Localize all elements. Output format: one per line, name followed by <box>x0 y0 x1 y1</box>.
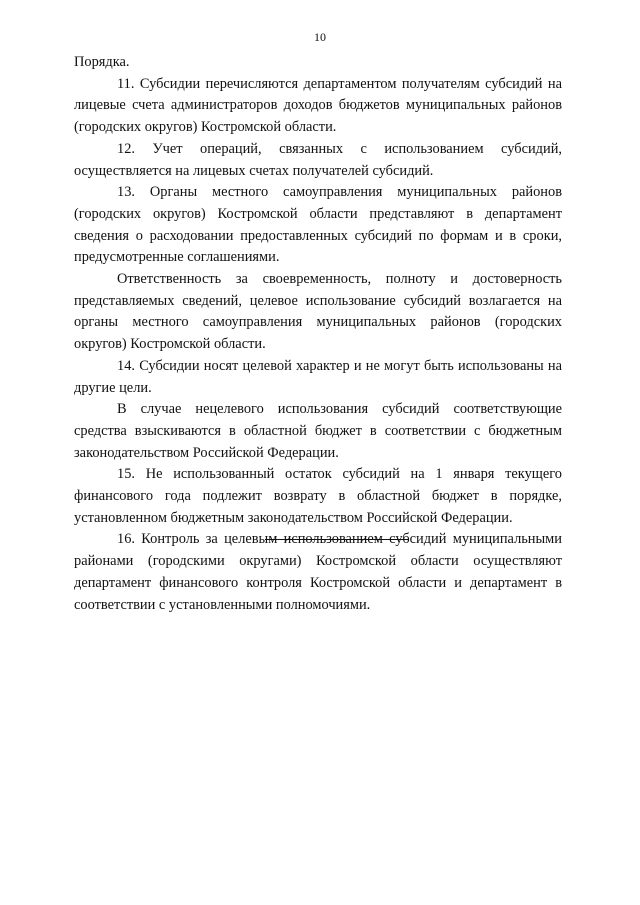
paragraph-continuation: Порядка. <box>74 54 130 70</box>
document-body <box>74 52 562 616</box>
page-number: 10 <box>314 30 326 44</box>
paragraph-item-13: 13. Органы местного самоуправления муниципальных районов (городских округов) Костромской области представляют в департамент сведения о расходовании предоставленных субсидий по формам и в сроки, предусмотренные соглашениями. <box>74 184 562 266</box>
paragraph-item-15: 15. Не использованный остаток субсидий на 1 января текущего финансового года подлежит возврату в областной бюджет в порядке, установленном бюджетным законодательством Российской Федерации. <box>74 466 562 526</box>
paragraph-item-11: 11. Субсидии перечисляются департаментом получателям субсидий на лицевые счета администраторов доходов бюджетов муниципальных районов (городских округов) Костромской области. <box>74 75 562 136</box>
paragraph-item-16: 16. Контроль за целевым использованием субсидий муниципальными районами (городскими округами) Костромской области осуществляют департамент финансового контроля Костромской области и департамент в соответствии с установленными полномочиями. <box>74 531 562 613</box>
paragraph-item-12: 12. Учет операций, связанных с использованием субсидий, осуществляется на лицевых счетах получателей субсидий. <box>74 140 562 179</box>
paragraph-misuse: В случае нецелевого использования субсидий соответствующие средства взыскиваются в областной бюджет в соответствии с бюджетным законодательством Российской Федерации. <box>74 401 562 461</box>
closing-divider <box>265 539 409 540</box>
paragraph-responsibility: Ответственность за своевременность, полноту и достоверность представляемых сведений, целевое использование субсидий возлагается на органы местного самоуправления муниципальных районов (городских округов) Костромской области. <box>74 271 562 353</box>
paragraph-item-14: 14. Субсидии носят целевой характер и не могут быть использованы на другие цели. <box>74 357 562 396</box>
